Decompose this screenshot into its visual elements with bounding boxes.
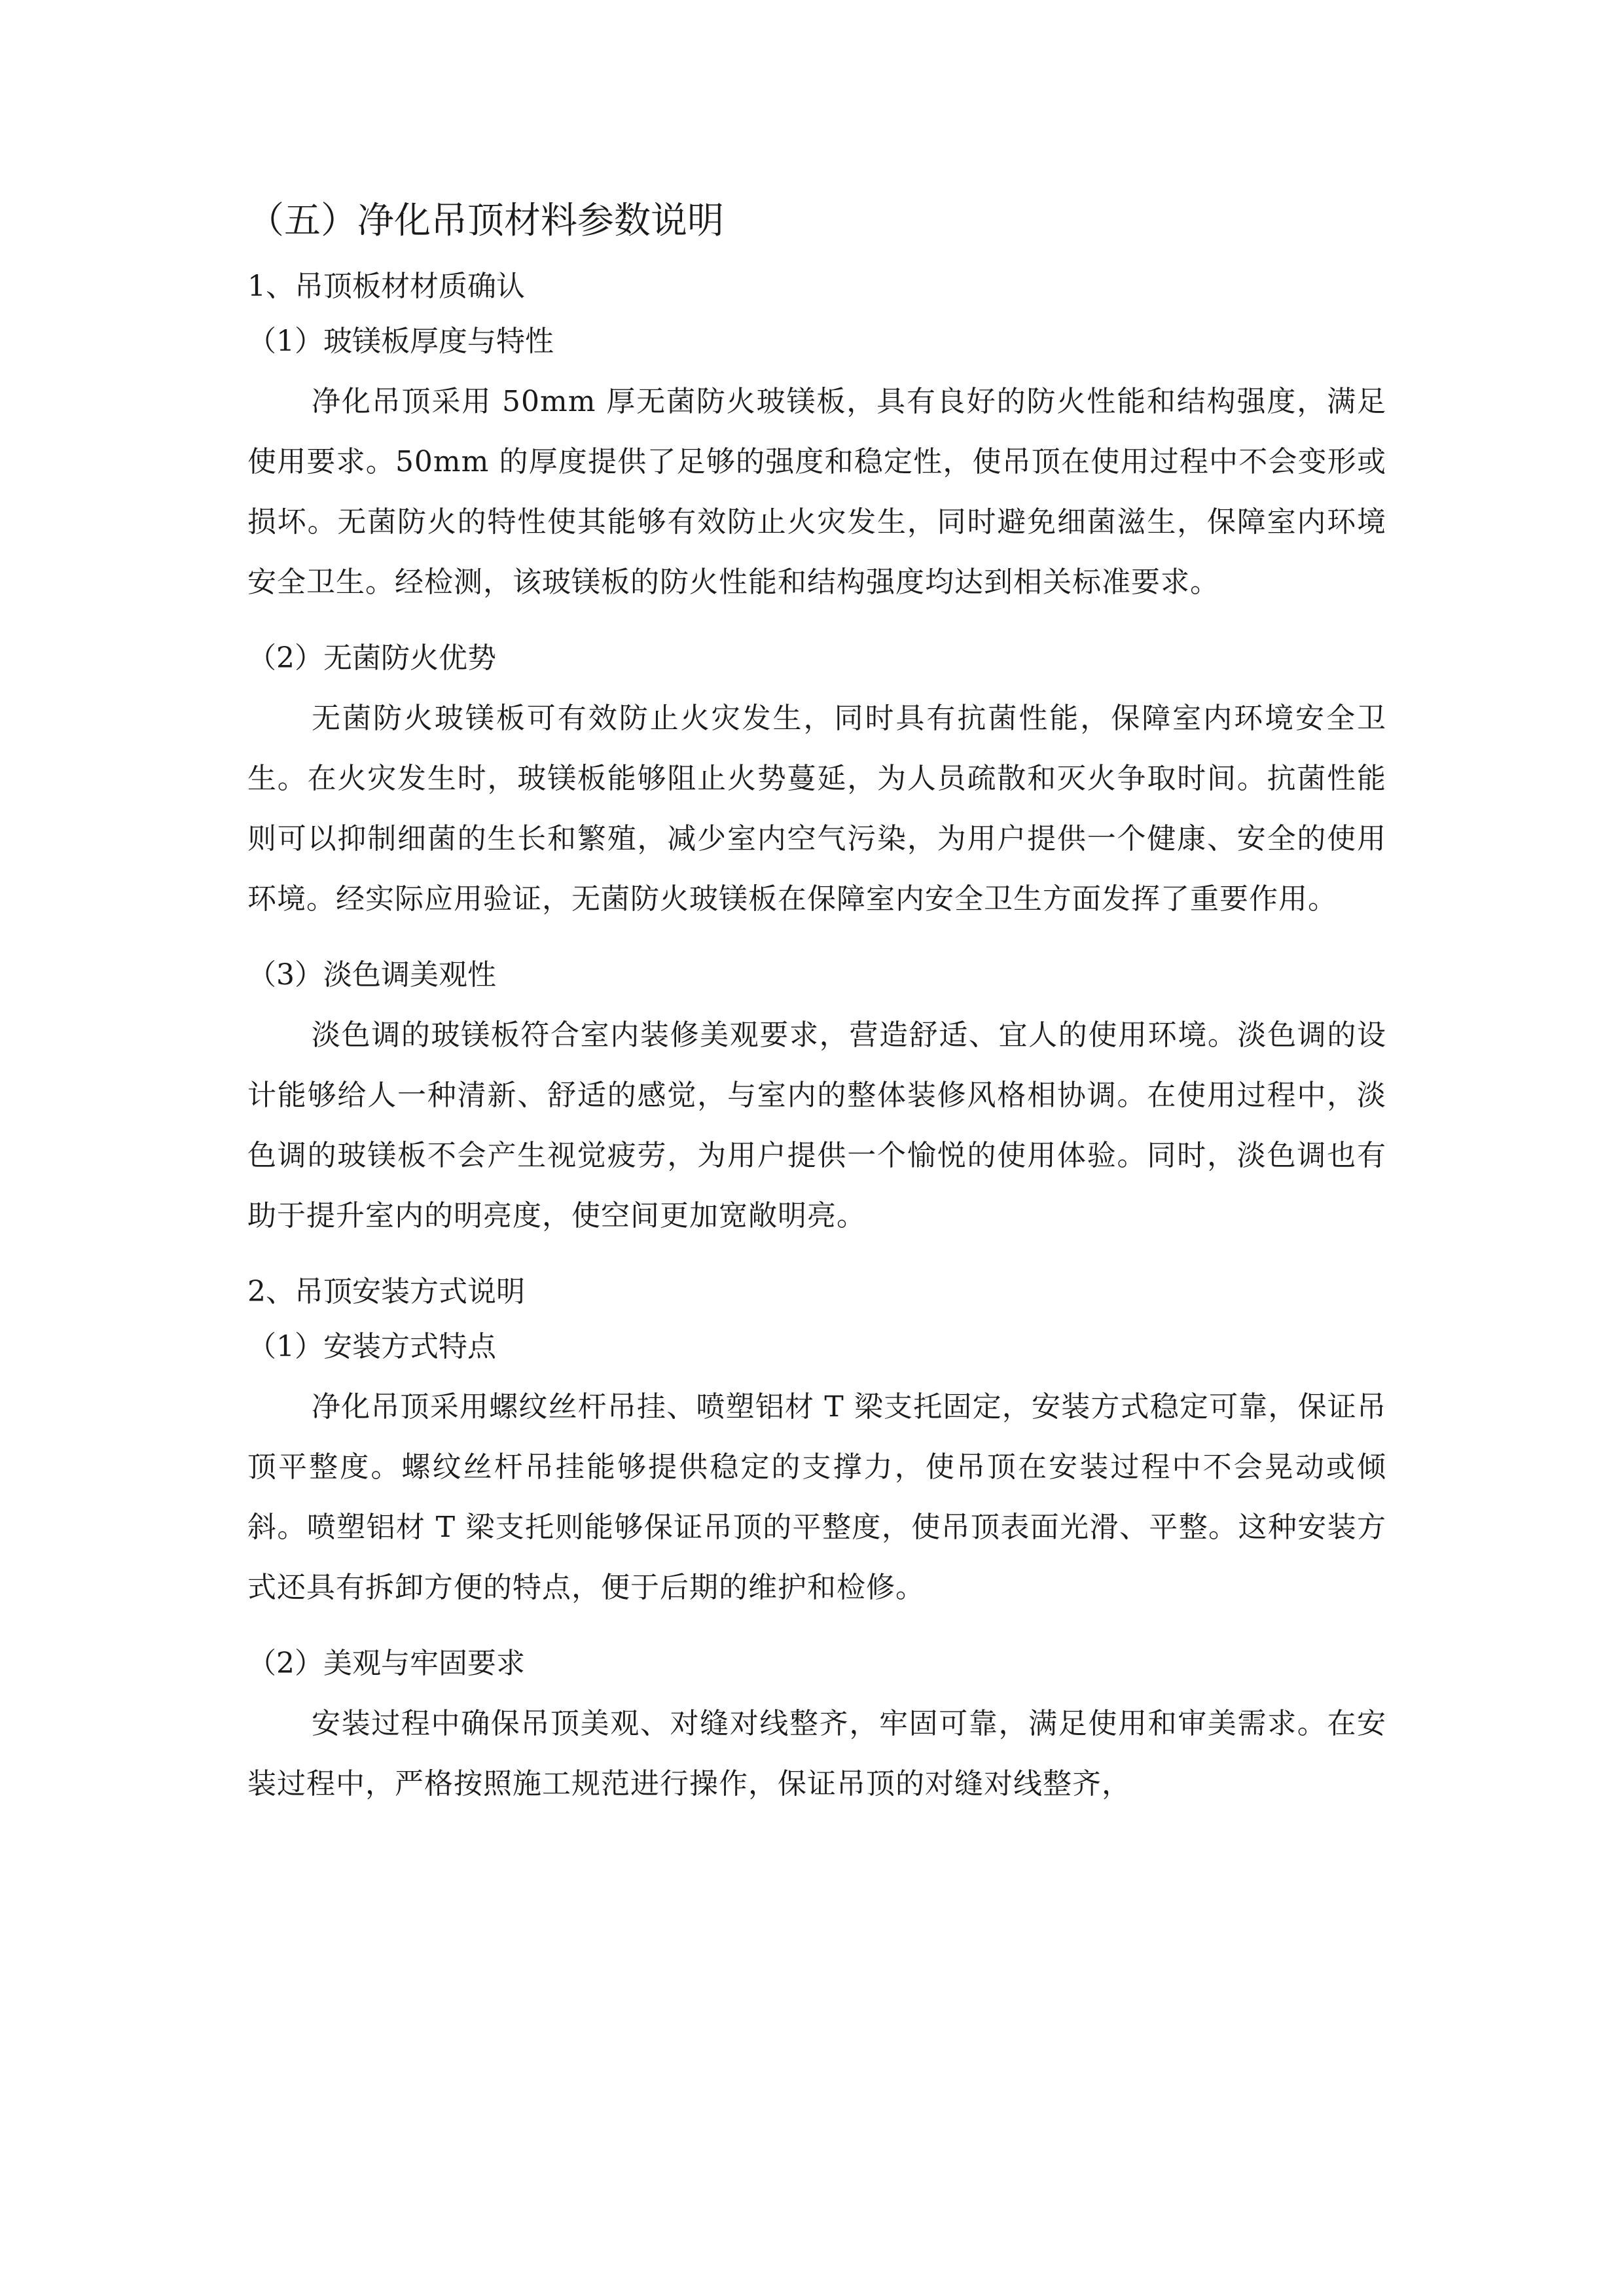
section-2 [247,1265,1386,1814]
paragraph: 安装过程中确保吊顶美观、对缝对线整齐，牢固可靠，满足使用和审美需求。在安装过程中，严格按照施工规范进行操作，保证吊顶的对缝对线整齐， [247,1707,1386,1801]
document-title: （五）净化吊顶材料参数说明 [247,200,724,242]
paragraph: 净化吊顶采用 50mm 厚无菌防火玻镁板，具有良好的防火性能和结构强度，满足使用要求。50mm 的厚度提供了足够的强度和稳定性，使吊顶在使用过程中不会变形或损坏。无菌防火的特性使其能够有效防止火灾发生，同时避免细菌滋生，保障室内环境安全卫生。经检测，该玻镁板的防火性能和结构强度均达到相关标准要求。 [247,385,1386,599]
section-1 [247,259,1386,1246]
section-heading: 2、吊顶安装方式说明 [247,1275,525,1308]
subsection-heading: （3）淡色调美观性 [247,958,496,992]
section-heading: 1、吊顶板材材质确认 [247,270,525,303]
paragraph: 无菌防火玻镁板可有效防止火灾发生，同时具有抗菌性能，保障室内环境安全卫生。在火灾发生时，玻镁板能够阻止火势蔓延，为人员疏散和灭火争取时间。抗菌性能则可以抑制细菌的生长和繁殖，减少室内空气污染，为用户提供一个健康、安全的使用环境。经实际应用验证，无菌防火玻镁板在保障室内安全卫生方面发挥了重要作用。 [247,702,1386,916]
paragraph: 淡色调的玻镁板符合室内装修美观要求，营造舒适、宜人的使用环境。淡色调的设计能够给人一种清新、舒适的感觉，与室内的整体装修风格相协调。在使用过程中，淡色调的玻镁板不会产生视觉疲劳，为用户提供一个愉悦的使用体验。同时，淡色调也有助于提升室内的明亮度，使空间更加宽敞明亮。 [247,1018,1386,1232]
subsection-heading: （1）安装方式特点 [247,1330,496,1363]
subsection-heading: （2）美观与牢固要求 [247,1647,525,1680]
subsection-heading: （2）无菌防火优势 [247,641,496,675]
document-page [247,190,1386,1814]
subsection-heading: （1）玻镁板厚度与特性 [247,325,554,358]
paragraph: 净化吊顶采用螺纹丝杆吊挂、喷塑铝材 T 梁支托固定，安装方式稳定可靠，保证吊顶平整度。螺纹丝杆吊挂能够提供稳定的支撑力，使吊顶在安装过程中不会晃动或倾斜。喷塑铝材 T 梁支托则能够保证吊顶的平整度，使吊顶表面光滑、平整。这种安装方式还具有拆卸方便的特点，便于后期的维护和检修。 [247,1390,1386,1604]
